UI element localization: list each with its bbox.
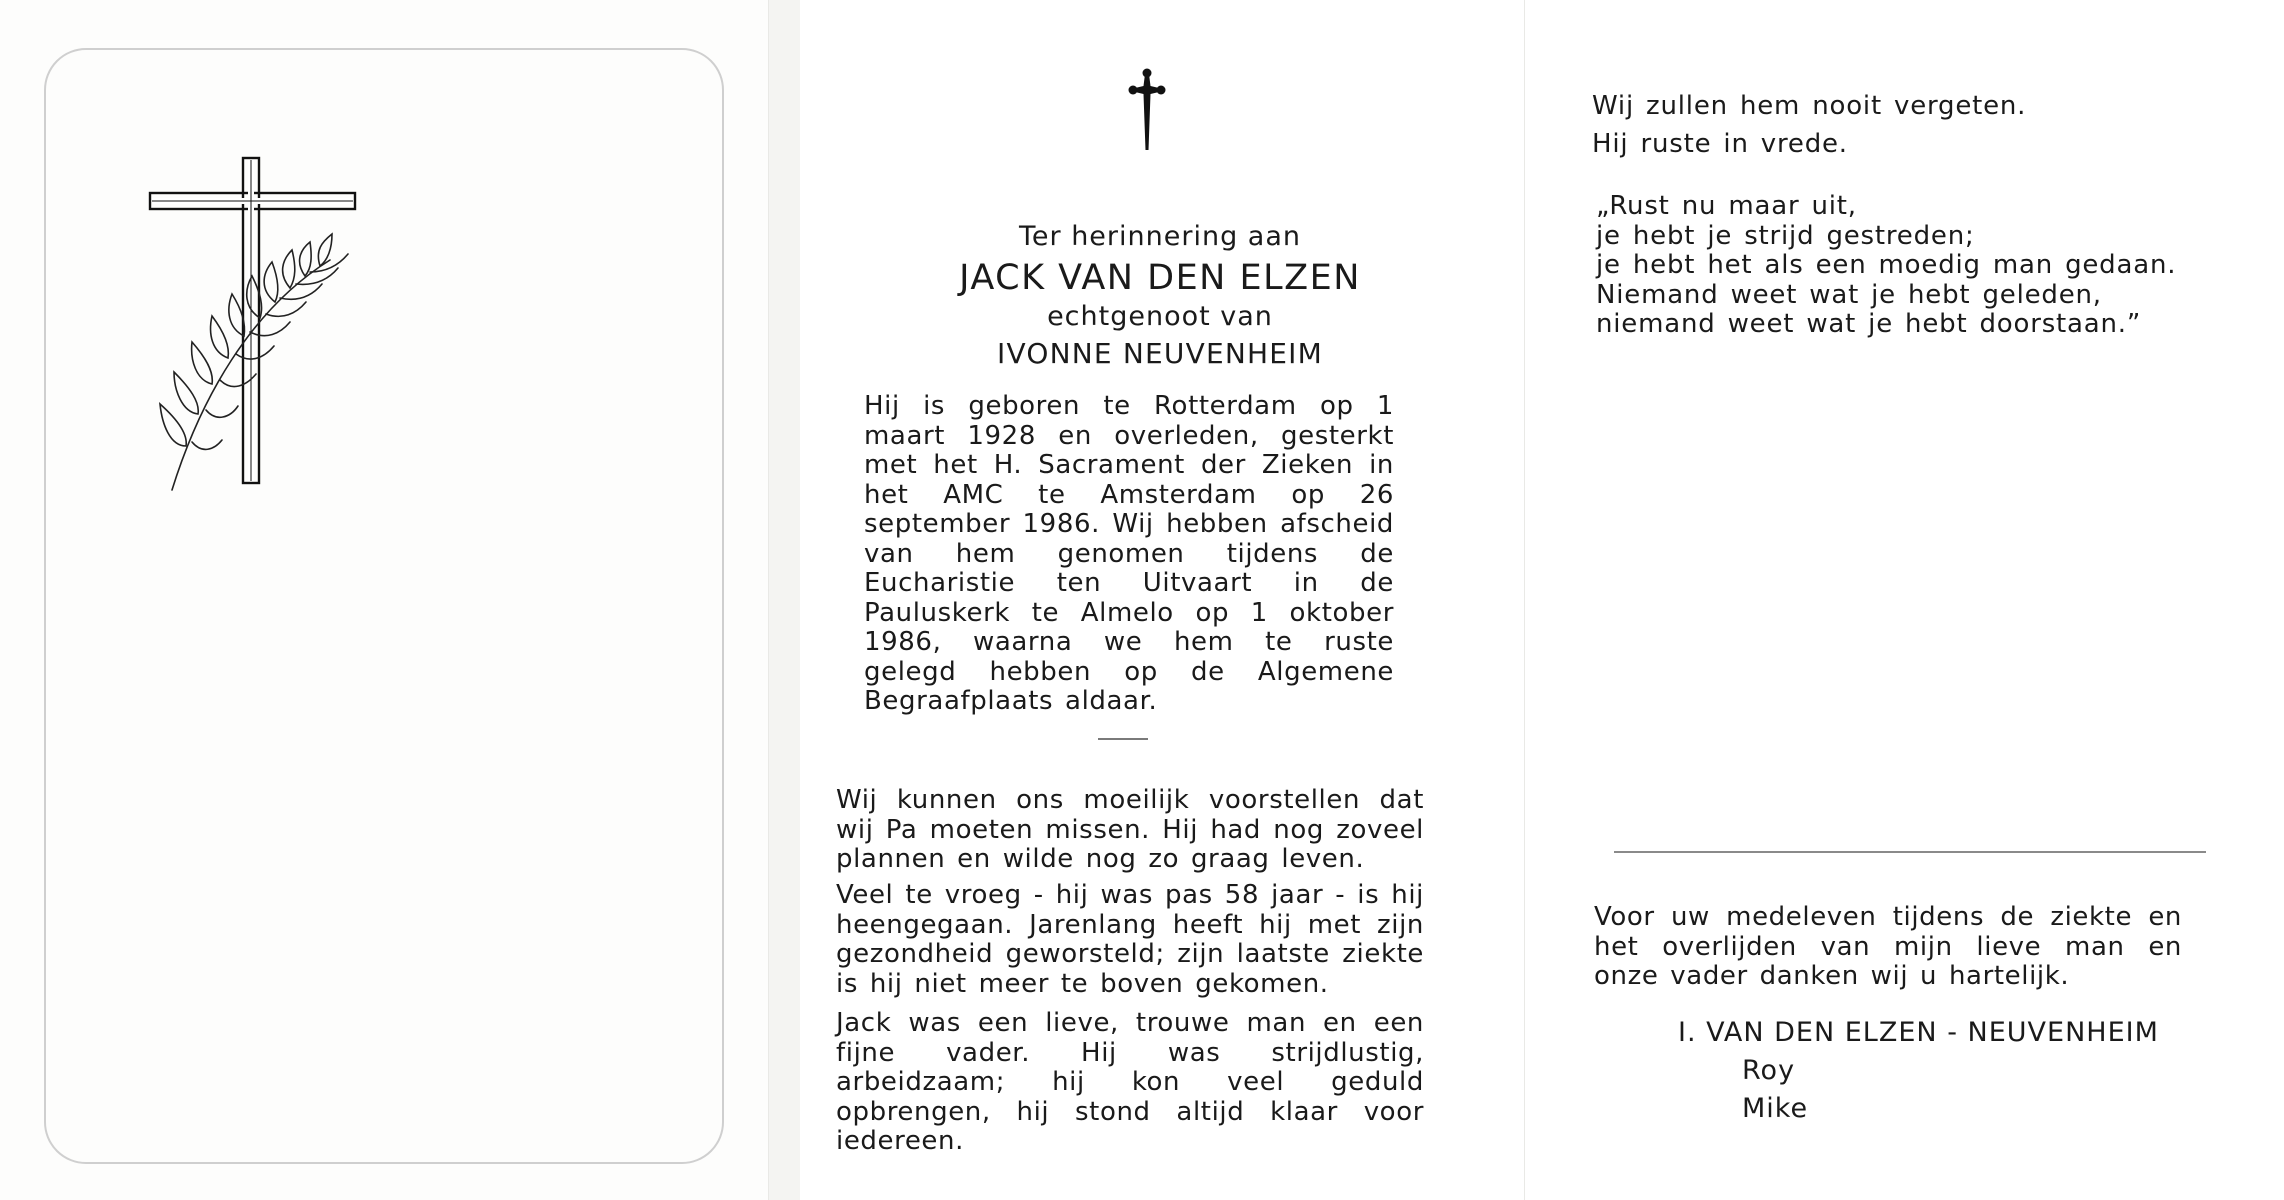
fold-line (1524, 0, 1525, 1200)
poem-line: niemand weet wat je hebt doorstaan.” (1596, 309, 2142, 339)
tribute-paragraph: Wij kunnen ons moeilijk voorstellen dat wij Pa moeten missen. Hij had nog zoveel plannen en wilde nog zo graag leven. (836, 785, 1424, 874)
poem-line: „Rust nu maar uit, (1596, 191, 1857, 221)
small-cross-icon (1128, 68, 1166, 152)
signature-widow: I. VAN DEN ELZEN - NEUVENHEIM (1678, 1017, 2159, 1048)
signature-child: Roy (1742, 1055, 1796, 1086)
thanks-text: Voor uw medeleven tijdens de ziekte en het overlijden van mijn lieve man en onze vader danken wij u hartelijk. (1594, 902, 2182, 991)
section-divider (1098, 738, 1148, 740)
deceased-name: JACK VAN DEN ELZEN (959, 258, 1361, 298)
thanks-divider (1614, 851, 2206, 853)
signature-child: Mike (1742, 1093, 1809, 1124)
tribute-paragraph: Jack was een lieve, trouwe man en een fijne vader. Hij was strijdlustig, arbeidzaam; hij kon veel geduld opbrengen, hij stond altijd klaar voor iedereen. (836, 1008, 1424, 1156)
cross-with-palm-branch-icon (140, 150, 370, 500)
poem-line: Niemand weet wat je hebt geleden, (1596, 279, 2102, 310)
front-cover-panel (0, 0, 768, 1200)
tribute-paragraph: Veel te vroeg - hij was pas 58 jaar - is hij heengegaan. Jarenlang heeft hij met zijn gezondheid geworsteld; zijn laatste ziekte is hij niet meer te boven gekomen. (836, 880, 1424, 999)
biography-text: Hij is geboren te Rotterdam op 1 maart 1928 en overleden, gesterkt met het H. Sacrament der Zieken in het AMC te Amsterdam op 26 september 1986. Wij hebben afscheid van hem genomen tijdens de Eucharistie ten Uitvaart in de Pauluskerk te Almelo op 1 oktober 1986, waarna we hem te ruste gelegd hebben op de Algemene Begraafplaats aldaar. (864, 391, 1394, 716)
relation-line: echtgenoot van (1047, 301, 1273, 332)
poem-line: je hebt het als een moedig man gedaan. (1596, 250, 2177, 280)
poem (1596, 192, 2176, 340)
intro-line: Ter herinnering aan (1019, 221, 1301, 252)
remembrance-line: Wij zullen hem nooit vergeten. (1592, 91, 2027, 121)
fold-line (768, 0, 769, 1200)
spouse-name: IVONNE NEUVENHEIM (997, 337, 1323, 370)
poem-line: je hebt je strijd gestreden; (1596, 220, 1975, 251)
remembrance-line: Hij ruste in vrede. (1592, 129, 1848, 159)
